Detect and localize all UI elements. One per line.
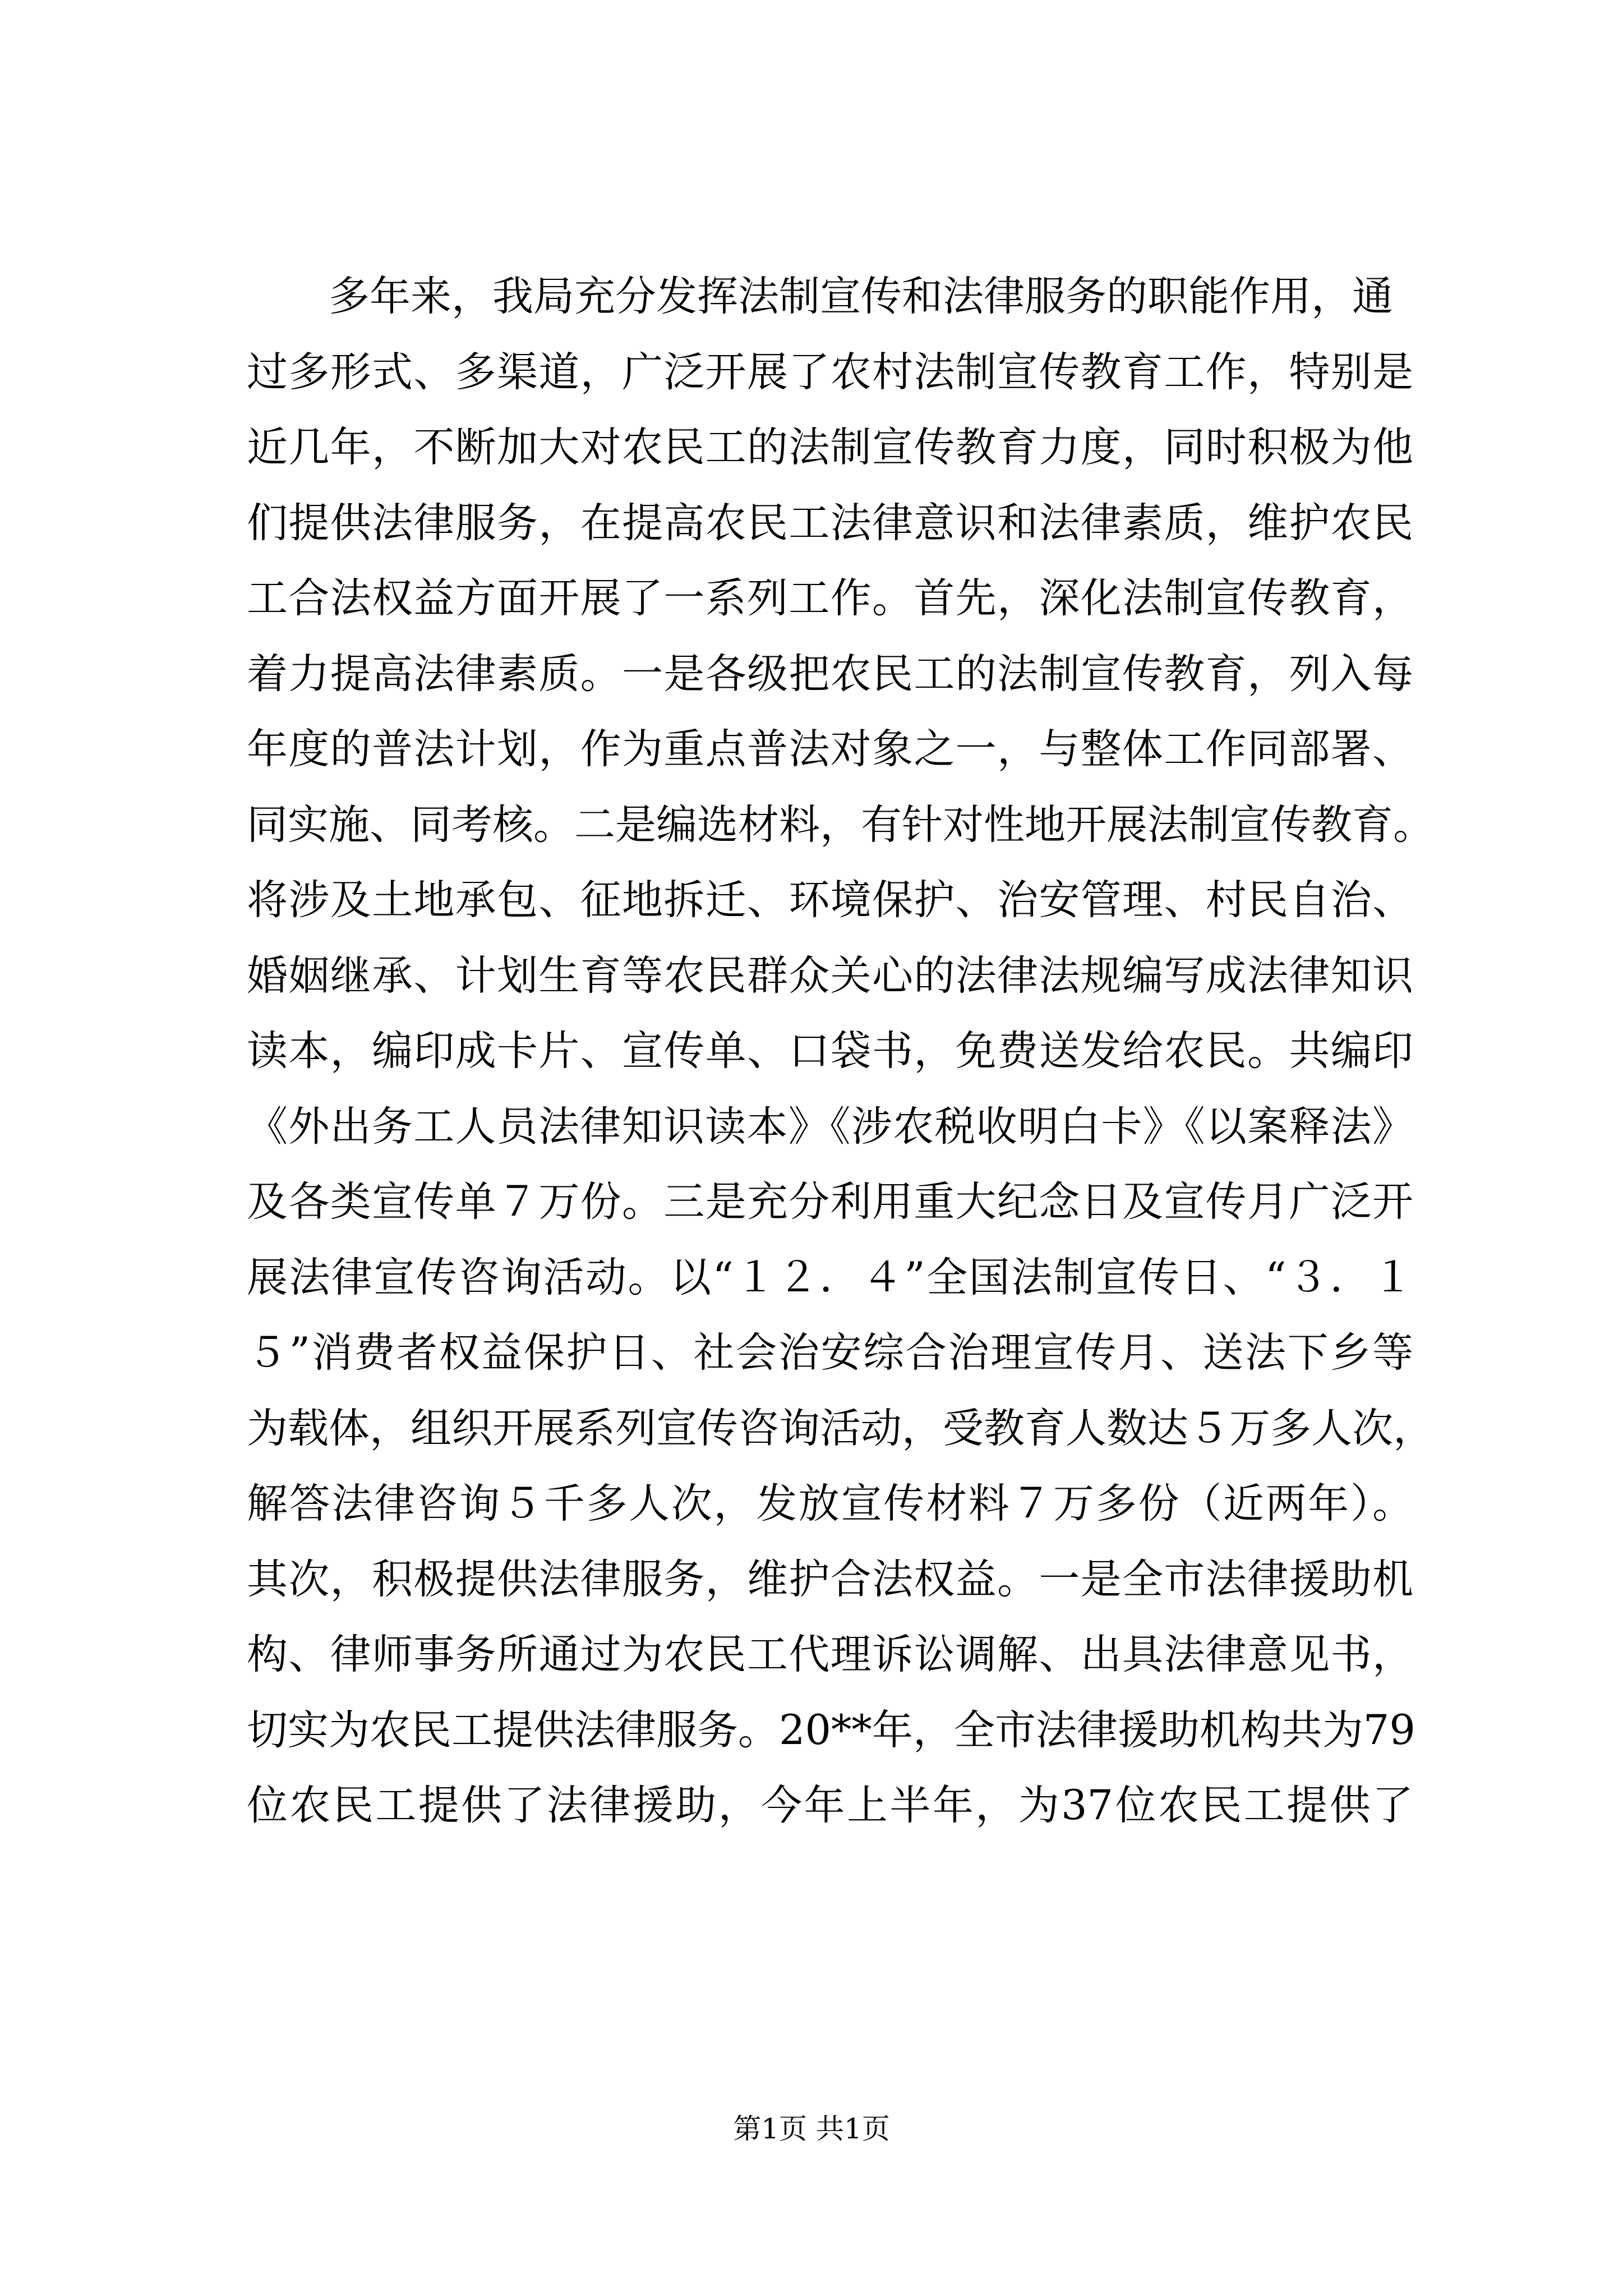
text-line: 位农民工提供了法律援助，今年上半年，为37位农民工提供了 bbox=[247, 1782, 1413, 1829]
text-line: 解答法律咨询５千多人次，发放宣传材料７万多份（近两年）。 bbox=[247, 1480, 1413, 1527]
text-line: 近几年，不断加大对农民工的法制宣传教育力度，同时积极为他 bbox=[247, 424, 1413, 471]
body-paragraph bbox=[247, 259, 1434, 1844]
text-line: 展法律宣传咨询活动。以“１２．４”全国法制宣传日、“３．１ bbox=[247, 1253, 1413, 1301]
page-number-footer: 第1页 共1页 bbox=[733, 2113, 890, 2145]
text-line: 年度的普法计划，作为重点普法对象之一，与整体工作同部署、 bbox=[247, 725, 1413, 773]
text-line: 其次，积极提供法律服务，维护合法权益。一是全市法律援助机 bbox=[247, 1555, 1413, 1603]
text-line: 《外出务工人员法律知识读本》《涉农税收明白卡》《以案释法》 bbox=[247, 1102, 1413, 1151]
text-line: 同实施、同考核。二是编选材料，有针对性地开展法制宣传教育。 bbox=[247, 800, 1434, 849]
text-line: ５”消费者权益保护日、社会治安综合治理宣传月、送法下乡等 bbox=[247, 1329, 1413, 1377]
text-line: 构、律师事务所通过为农民工代理诉讼调解、出具法律意见书， bbox=[247, 1631, 1413, 1678]
text-line: 过多形式、多渠道，广泛开展了农村法制宣传教育工作，特别是 bbox=[247, 348, 1413, 396]
text-line: 多年来，我局充分发挥法制宣传和法律服务的职能作用，通 bbox=[247, 273, 1393, 320]
text-line: 着力提高法律素质。一是各级把农民工的法制宣传教育，列入每 bbox=[247, 650, 1413, 698]
text-line: 切实为农民工提供法律服务。20**年，全市法律援助机构共为79 bbox=[247, 1706, 1415, 1754]
text-line: 婚姻继承、计划生育等农民群众关心的法律法规编写成法律知识 bbox=[247, 951, 1413, 1000]
text-line: 们提供法律服务，在提高农民工法律意识和法律素质，维护农民 bbox=[247, 499, 1413, 547]
text-line: 及各类宣传单７万份。三是充分利用重大纪念日及宣传月广泛开 bbox=[247, 1178, 1413, 1226]
text-line: 将涉及土地承包、征地拆迁、环境保护、治安管理、村民自治、 bbox=[247, 876, 1413, 924]
text-line: 读本，编印成卡片、宣传单、口袋书，免费送发给农民。共编印 bbox=[247, 1027, 1413, 1075]
text-line: 工合法权益方面开展了一系列工作。首先，深化法制宣传教育， bbox=[247, 574, 1413, 622]
text-line: 为载体，组织开展系列宣传咨询活动，受教育人数达５万多人次， bbox=[247, 1404, 1434, 1452]
